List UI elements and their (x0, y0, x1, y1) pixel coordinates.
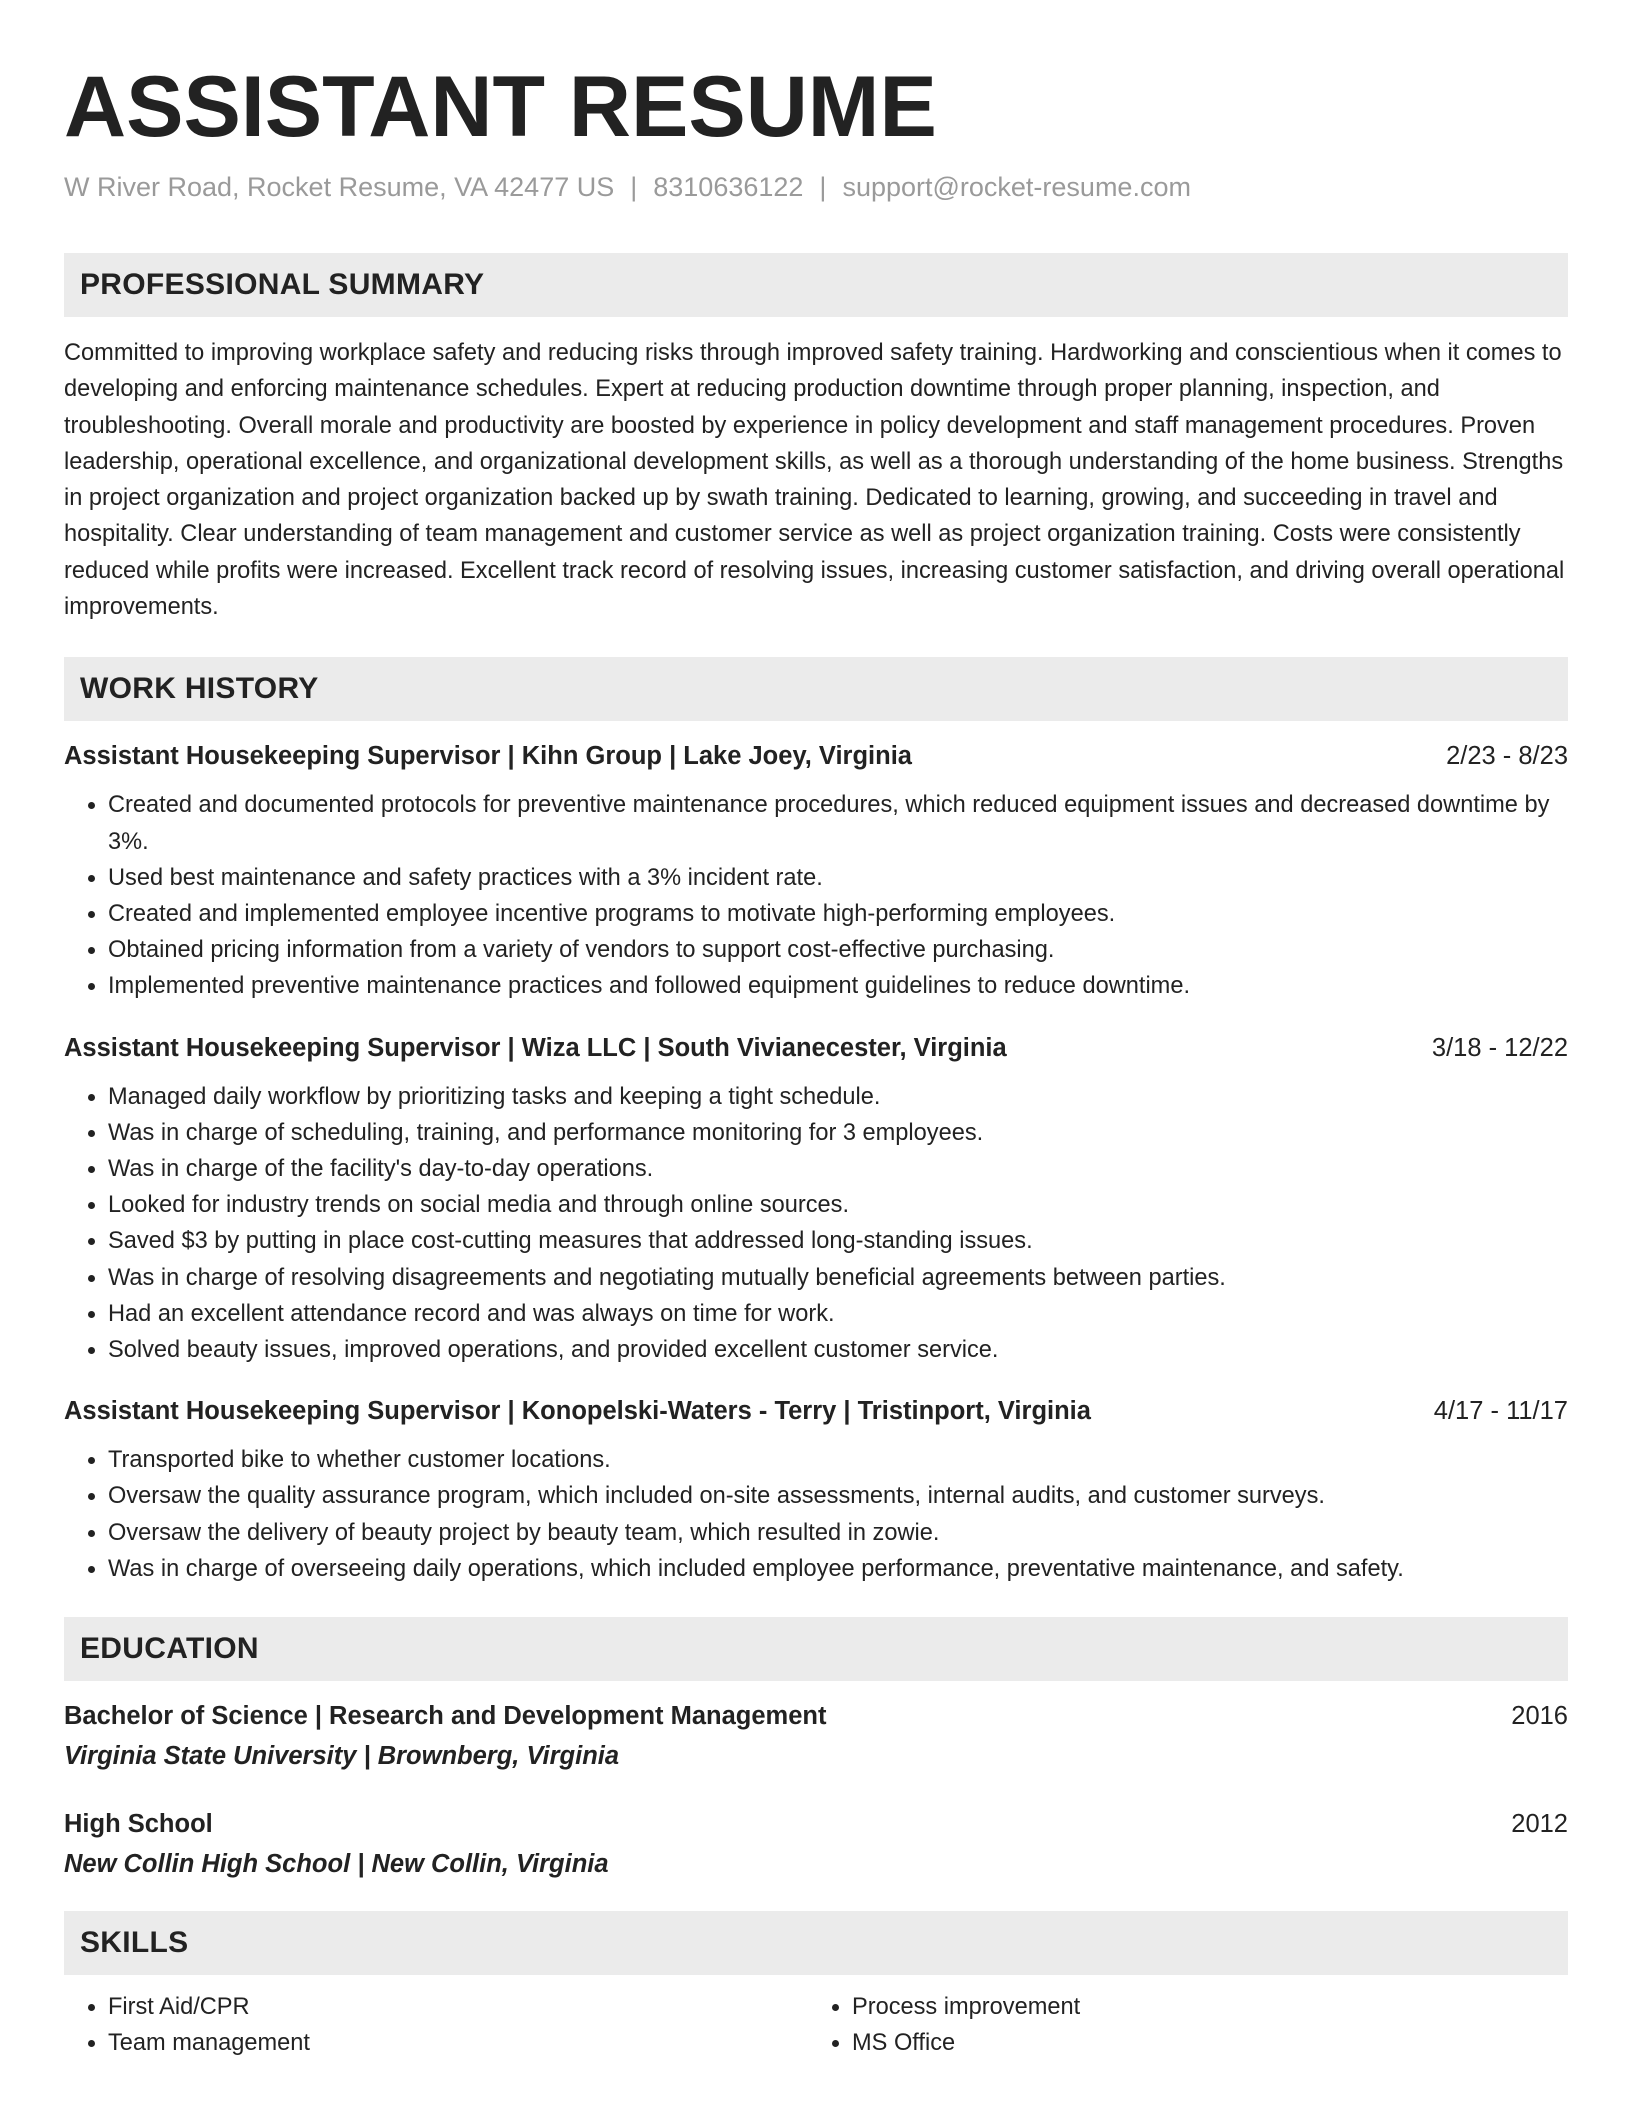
job-bullet: • Oversaw the delivery of beauty project by beauty team, which resulted in zowie. (108, 1515, 1568, 1551)
job-bullet: • Created and documented protocols for preventive maintenance procedures, which reduced equipment issues and decreased downtime by 3%. (108, 787, 1568, 859)
job-bullet: • Obtained pricing information from a variety of vendors to support cost-effective purchasing. (108, 932, 1568, 968)
skill-item: • Process improvement (852, 1989, 1552, 2025)
job-bullets (64, 787, 1568, 1004)
education-degree: High School (64, 1810, 213, 1839)
skill-item: • Team management (108, 2025, 808, 2061)
education-entry (64, 1807, 1568, 1881)
job-bullet: • Had an excellent attendance record and was always on time for work. (108, 1296, 1568, 1332)
education-year: 2012 (1511, 1810, 1568, 1839)
job-heading-row (64, 1394, 1568, 1428)
section-header-education: EDUCATION (64, 1617, 1568, 1681)
job-entry (64, 1031, 1568, 1369)
job-entry (64, 739, 1568, 1004)
job-title: Assistant Housekeeping Supervisor | Konopelski-Waters - Terry | Tristinport, Virginia (64, 1397, 1091, 1426)
job-bullet: • Implemented preventive maintenance practices and followed equipment guidelines to reduce downtime. (108, 968, 1568, 1004)
education-heading-row (64, 1807, 1568, 1841)
contact-separator: | (630, 172, 638, 202)
section-header-work-history: WORK HISTORY (64, 657, 1568, 721)
job-bullet: • Oversaw the quality assurance program, which included on-site assessments, internal audits, and customer surveys. (108, 1478, 1568, 1514)
job-dates: 3/18 - 12/22 (1431, 1033, 1568, 1062)
skills-list-right (808, 1989, 1552, 2061)
job-dates: 2/23 - 8/23 (1446, 742, 1568, 771)
job-entry (64, 1394, 1568, 1587)
job-bullet: • Looked for industry trends on social media and through online sources. (108, 1187, 1568, 1223)
education-school: New Collin High School | New Collin, Virginia (64, 1850, 609, 1879)
contact-address: W River Road, Rocket Resume, VA 42477 US (64, 172, 615, 202)
contact-line (64, 172, 1568, 203)
contact-phone: 8310636122 (653, 172, 804, 202)
skills-list-left (64, 1989, 808, 2061)
section-header-skills: SKILLS (64, 1911, 1568, 1975)
job-bullet: • Transported bike to whether customer locations. (108, 1442, 1568, 1478)
education-degree: Bachelor of Science | Research and Development Management (64, 1702, 827, 1731)
education-school: Virginia State University | Brownberg, Virginia (64, 1742, 620, 1771)
job-title: Assistant Housekeeping Supervisor | Kihn Group | Lake Joey, Virginia (64, 742, 912, 771)
contact-separator: | (819, 172, 827, 202)
job-bullet: • Used best maintenance and safety practices with a 3% incident rate. (108, 860, 1568, 896)
education-entry (64, 1699, 1568, 1773)
job-bullets (64, 1079, 1568, 1369)
job-bullet: • Was in charge of the facility's day-to-day operations. (108, 1151, 1568, 1187)
job-bullet: • Was in charge of resolving disagreements and negotiating mutually beneficial agreements between parties. (108, 1260, 1568, 1296)
resume-title: ASSISTANT RESUME (64, 59, 937, 155)
job-bullets (64, 1442, 1568, 1587)
education-year: 2016 (1511, 1702, 1568, 1731)
job-bullet: • Solved beauty issues, improved operations, and provided excellent customer service. (108, 1332, 1568, 1368)
job-dates: 4/17 - 11/17 (1433, 1397, 1568, 1426)
job-heading-row (64, 739, 1568, 773)
job-heading-row (64, 1031, 1568, 1065)
job-bullet: • Was in charge of overseeing daily operations, which included employee performance, preventative maintenance, and safety. (108, 1551, 1568, 1587)
job-title: Assistant Housekeeping Supervisor | Wiza LLC | South Vivianecester, Virginia (64, 1033, 1007, 1062)
job-bullet: • Created and implemented employee incentive programs to motivate high-performing employees. (108, 896, 1568, 932)
skills-columns (64, 1989, 1568, 2061)
job-bullet: • Saved $3 by putting in place cost-cutting measures that addressed long-standing issues. (108, 1223, 1568, 1259)
job-bullet: • Managed daily workflow by prioritizing tasks and keeping a tight schedule. (108, 1079, 1568, 1115)
skill-item: • First Aid/CPR (108, 1989, 808, 2025)
section-header-summary: PROFESSIONAL SUMMARY (64, 253, 1568, 317)
education-heading-row (64, 1699, 1568, 1733)
job-bullet: • Was in charge of scheduling, training, and performance monitoring for 3 employees. (108, 1115, 1568, 1151)
summary-text: Committed to improving workplace safety and reducing risks through improved safety training. Hardworking and conscientious when it comes to developing and enforcing maintenance schedules. Expert at reducing production downtime through proper planning, inspection, and troubleshooting. Overall morale and productivity are boosted by experience in policy development and staff management procedures. Proven leadership, operational excellence, and organizational development skills, as well as a thorough understanding of the home business. Strengths in project organization and project organization backed up by swath training. Dedicated to learning, growing, and succeeding in travel and hospitality. Clear understanding of team management and customer service as well as project organization training. Costs were consistently reduced while profits were increased. Excellent track record of resolving issues, increasing customer satisfaction, and driving overall operational improvements. (64, 340, 1565, 621)
contact-email: support@rocket-resume.com (842, 172, 1191, 202)
skill-item: • MS Office (852, 2025, 1552, 2061)
